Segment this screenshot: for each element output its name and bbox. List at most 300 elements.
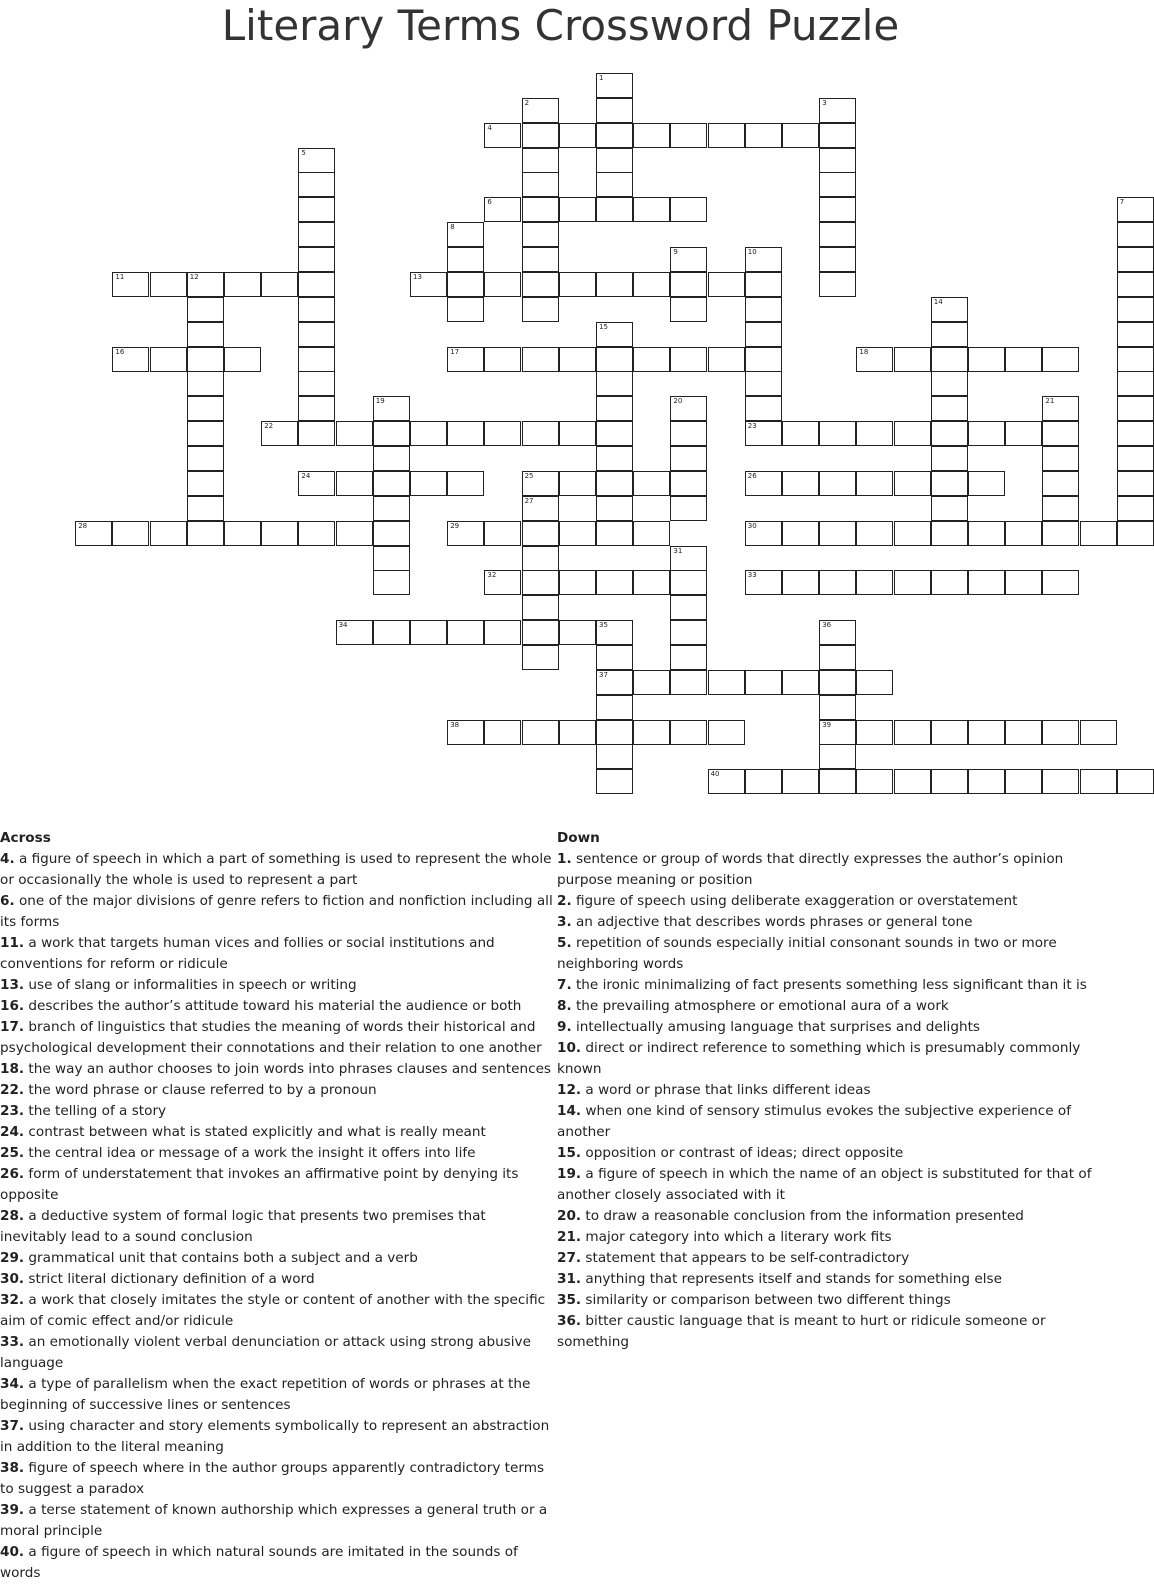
grid-cell[interactable] xyxy=(373,471,410,496)
grid-cell[interactable] xyxy=(633,471,670,496)
clue-number-label: 34. xyxy=(0,1376,25,1392)
grid-cell[interactable] xyxy=(522,620,559,645)
grid-cell[interactable] xyxy=(596,670,633,695)
grid-cell[interactable] xyxy=(522,496,559,521)
grid-cell[interactable] xyxy=(75,521,112,546)
grid-cell[interactable] xyxy=(670,446,707,471)
grid-cell[interactable] xyxy=(894,347,931,372)
grid-cell[interactable] xyxy=(298,347,335,372)
grid-cell[interactable] xyxy=(373,396,410,421)
grid-cell[interactable] xyxy=(1005,769,1042,794)
grid-cell[interactable] xyxy=(187,446,224,471)
grid-cell[interactable] xyxy=(1117,471,1154,496)
grid-cell[interactable] xyxy=(596,347,633,372)
grid-cell[interactable] xyxy=(187,347,224,372)
grid-cell[interactable] xyxy=(410,471,447,496)
grid-cell[interactable] xyxy=(856,720,893,745)
grid-cell[interactable] xyxy=(968,421,1005,446)
grid-cell[interactable] xyxy=(745,396,782,421)
grid-cell[interactable] xyxy=(1005,421,1042,446)
grid-cell[interactable] xyxy=(522,297,559,322)
grid-cell[interactable] xyxy=(298,396,335,421)
grid-cell[interactable] xyxy=(708,347,745,372)
grid-cell[interactable] xyxy=(150,347,187,372)
grid-cell[interactable] xyxy=(559,570,596,595)
grid-cell[interactable] xyxy=(522,222,559,247)
grid-cell[interactable] xyxy=(447,272,484,297)
grid-cell[interactable] xyxy=(1117,347,1154,372)
grid-cell[interactable] xyxy=(745,570,782,595)
grid-cell[interactable] xyxy=(670,720,707,745)
grid-cell[interactable] xyxy=(856,421,893,446)
grid-cell[interactable] xyxy=(484,521,521,546)
grid-cell[interactable] xyxy=(112,521,149,546)
grid-cell[interactable] xyxy=(931,446,968,471)
grid-cell[interactable] xyxy=(856,570,893,595)
grid-cell[interactable] xyxy=(819,720,856,745)
grid-cell[interactable] xyxy=(1005,347,1042,372)
clue-number-label: 5. xyxy=(557,935,572,951)
grid-cell[interactable] xyxy=(484,421,521,446)
grid-cell[interactable] xyxy=(1117,247,1154,272)
grid-cell[interactable] xyxy=(559,347,596,372)
grid-cell[interactable] xyxy=(931,421,968,446)
grid-cell[interactable] xyxy=(745,769,782,794)
grid-cell[interactable] xyxy=(596,570,633,595)
grid-cell[interactable] xyxy=(745,322,782,347)
grid-cell[interactable] xyxy=(484,197,521,222)
grid-cell[interactable] xyxy=(819,670,856,695)
grid-cell[interactable] xyxy=(856,471,893,496)
grid-cell[interactable] xyxy=(596,695,633,720)
clue-number-label: 12. xyxy=(557,1082,582,1098)
grid-cell[interactable] xyxy=(522,570,559,595)
grid-cell[interactable] xyxy=(298,371,335,396)
grid-cell[interactable] xyxy=(298,197,335,222)
grid-cell[interactable] xyxy=(596,197,633,222)
grid-cell[interactable] xyxy=(1117,396,1154,421)
grid-cell[interactable] xyxy=(819,247,856,272)
grid-cell[interactable] xyxy=(596,322,633,347)
grid-cell[interactable] xyxy=(931,496,968,521)
grid-cell[interactable] xyxy=(782,421,819,446)
across-clue xyxy=(0,1374,556,1416)
grid-cell[interactable] xyxy=(447,297,484,322)
grid-cell[interactable] xyxy=(819,421,856,446)
grid-cell[interactable] xyxy=(633,570,670,595)
across-clue xyxy=(0,1164,556,1206)
grid-cell[interactable] xyxy=(670,620,707,645)
grid-cell[interactable] xyxy=(931,371,968,396)
grid-cell[interactable] xyxy=(1042,471,1079,496)
grid-cell[interactable] xyxy=(1117,371,1154,396)
clue-text: opposition or contrast of ideas; direct opposite xyxy=(581,1145,904,1161)
grid-cell[interactable] xyxy=(298,297,335,322)
grid-cell[interactable] xyxy=(670,546,707,571)
grid-cell[interactable] xyxy=(224,347,261,372)
grid-cell[interactable] xyxy=(447,222,484,247)
grid-cell[interactable] xyxy=(931,471,968,496)
grid-cell[interactable] xyxy=(1117,421,1154,446)
grid-cell[interactable] xyxy=(670,670,707,695)
grid-cell[interactable] xyxy=(522,98,559,123)
grid-cell[interactable] xyxy=(931,322,968,347)
grid-cell[interactable] xyxy=(224,272,261,297)
down-clue xyxy=(557,1311,1121,1353)
grid-cell[interactable] xyxy=(410,620,447,645)
grid-cell[interactable] xyxy=(708,670,745,695)
grid-cell[interactable] xyxy=(298,471,335,496)
grid-cell[interactable] xyxy=(261,521,298,546)
across-clue xyxy=(0,1206,556,1248)
grid-cell[interactable] xyxy=(968,521,1005,546)
grid-cell[interactable] xyxy=(596,396,633,421)
grid-cell[interactable] xyxy=(447,347,484,372)
grid-cell[interactable] xyxy=(596,371,633,396)
grid-cell[interactable] xyxy=(298,521,335,546)
grid-cell[interactable] xyxy=(819,695,856,720)
clue-text: when one kind of sensory stimulus evokes the subjective experience of another xyxy=(557,1103,1072,1140)
grid-cell[interactable] xyxy=(112,347,149,372)
grid-cell[interactable] xyxy=(1042,496,1079,521)
grid-cell[interactable] xyxy=(336,421,373,446)
down-clue xyxy=(557,891,1121,912)
grid-cell[interactable] xyxy=(522,595,559,620)
grid-cell[interactable] xyxy=(1117,322,1154,347)
grid-cell[interactable] xyxy=(298,222,335,247)
grid-cell[interactable] xyxy=(298,421,335,446)
grid-cell[interactable] xyxy=(336,471,373,496)
grid-cell[interactable] xyxy=(1080,521,1117,546)
grid-cell[interactable] xyxy=(1080,720,1117,745)
grid-cell[interactable] xyxy=(298,322,335,347)
clue-text: use of slang or informalities in speech or writing xyxy=(24,977,357,993)
grid-cell[interactable] xyxy=(484,272,521,297)
grid-cell[interactable] xyxy=(298,247,335,272)
grid-cell[interactable] xyxy=(670,347,707,372)
grid-cell[interactable] xyxy=(596,73,633,98)
clue-text: form of understatement that invokes an affirmative point by denying its opposite xyxy=(0,1166,519,1203)
grid-cell[interactable] xyxy=(670,645,707,670)
grid-cell[interactable] xyxy=(522,123,559,148)
grid-cell[interactable] xyxy=(1005,720,1042,745)
grid-cell[interactable] xyxy=(633,272,670,297)
grid-cell[interactable] xyxy=(968,471,1005,496)
grid-cell[interactable] xyxy=(819,98,856,123)
grid-cell[interactable] xyxy=(745,123,782,148)
grid-cell[interactable] xyxy=(745,347,782,372)
grid-cell[interactable] xyxy=(819,645,856,670)
grid-cell[interactable] xyxy=(670,247,707,272)
grid-cell[interactable] xyxy=(187,421,224,446)
grid-cell[interactable] xyxy=(596,645,633,670)
grid-cell[interactable] xyxy=(596,744,633,769)
grid-cell[interactable] xyxy=(1042,347,1079,372)
grid-cell[interactable] xyxy=(670,570,707,595)
clue-number-label: 38. xyxy=(0,1460,25,1476)
grid-cell[interactable] xyxy=(782,471,819,496)
grid-cell[interactable] xyxy=(336,521,373,546)
grid-cell[interactable] xyxy=(298,172,335,197)
grid-cell[interactable] xyxy=(187,272,224,297)
grid-cell[interactable] xyxy=(931,297,968,322)
grid-cell[interactable] xyxy=(1080,769,1117,794)
grid-cell[interactable] xyxy=(1117,297,1154,322)
clue-number: 3 xyxy=(822,98,827,107)
grid-cell[interactable] xyxy=(224,521,261,546)
grid-cell[interactable] xyxy=(968,570,1005,595)
grid-cell[interactable] xyxy=(708,123,745,148)
grid-cell[interactable] xyxy=(856,521,893,546)
clue-number-label: 20. xyxy=(557,1208,582,1224)
clue-text: branch of linguistics that studies the meaning of words their historical and psychological development their connotations and their relation to one another xyxy=(0,1019,542,1056)
grid-cell[interactable] xyxy=(559,720,596,745)
clue-text: a terse statement of known authorship which expresses a general truth or a moral principle xyxy=(0,1502,548,1539)
clue-number: 24 xyxy=(301,471,311,480)
grid-cell[interactable] xyxy=(782,570,819,595)
grid-cell[interactable] xyxy=(819,272,856,297)
grid-cell[interactable] xyxy=(596,720,633,745)
grid-cell[interactable] xyxy=(670,297,707,322)
grid-cell[interactable] xyxy=(633,720,670,745)
grid-cell[interactable] xyxy=(522,645,559,670)
grid-cell[interactable] xyxy=(931,720,968,745)
grid-cell[interactable] xyxy=(150,272,187,297)
grid-cell[interactable] xyxy=(447,620,484,645)
grid-cell[interactable] xyxy=(745,421,782,446)
grid-cell[interactable] xyxy=(1042,396,1079,421)
grid-cell[interactable] xyxy=(633,197,670,222)
grid-cell[interactable] xyxy=(819,570,856,595)
grid-cell[interactable] xyxy=(559,521,596,546)
grid-cell[interactable] xyxy=(819,123,856,148)
grid-cell[interactable] xyxy=(373,421,410,446)
grid-cell[interactable] xyxy=(931,570,968,595)
grid-cell[interactable] xyxy=(447,421,484,446)
grid-cell[interactable] xyxy=(745,670,782,695)
grid-cell[interactable] xyxy=(410,421,447,446)
grid-cell[interactable] xyxy=(931,769,968,794)
clue-number: 23 xyxy=(747,422,757,431)
grid-cell[interactable] xyxy=(856,670,893,695)
clue-number: 12 xyxy=(189,272,199,281)
grid-cell[interactable] xyxy=(670,396,707,421)
grid-cell[interactable] xyxy=(633,123,670,148)
grid-cell[interactable] xyxy=(819,744,856,769)
grid-cell[interactable] xyxy=(782,670,819,695)
grid-cell[interactable] xyxy=(596,446,633,471)
grid-cell[interactable] xyxy=(522,521,559,546)
grid-cell[interactable] xyxy=(522,272,559,297)
grid-cell[interactable] xyxy=(522,148,559,173)
grid-cell[interactable] xyxy=(559,272,596,297)
grid-cell[interactable] xyxy=(187,471,224,496)
grid-cell[interactable] xyxy=(596,496,633,521)
grid-cell[interactable] xyxy=(1117,222,1154,247)
grid-cell[interactable] xyxy=(373,496,410,521)
grid-cell[interactable] xyxy=(894,521,931,546)
grid-cell[interactable] xyxy=(522,546,559,571)
clue-number: 11 xyxy=(115,272,125,281)
grid-cell[interactable] xyxy=(261,421,298,446)
grid-cell[interactable] xyxy=(373,570,410,595)
grid-cell[interactable] xyxy=(670,272,707,297)
grid-cell[interactable] xyxy=(150,521,187,546)
grid-cell[interactable] xyxy=(484,347,521,372)
grid-cell[interactable] xyxy=(782,769,819,794)
grid-cell[interactable] xyxy=(670,421,707,446)
grid-cell[interactable] xyxy=(1005,521,1042,546)
grid-cell[interactable] xyxy=(894,570,931,595)
grid-cell[interactable] xyxy=(1042,570,1079,595)
grid-cell[interactable] xyxy=(633,347,670,372)
clue-number-label: 27. xyxy=(557,1250,582,1266)
grid-cell[interactable] xyxy=(559,197,596,222)
grid-cell[interactable] xyxy=(596,769,633,794)
grid-cell[interactable] xyxy=(522,421,559,446)
grid-cell[interactable] xyxy=(931,521,968,546)
grid-cell[interactable] xyxy=(1117,521,1154,546)
grid-cell[interactable] xyxy=(894,421,931,446)
grid-cell[interactable] xyxy=(745,297,782,322)
grid-cell[interactable] xyxy=(559,421,596,446)
grid-cell[interactable] xyxy=(819,197,856,222)
grid-cell[interactable] xyxy=(373,546,410,571)
grid-cell[interactable] xyxy=(819,148,856,173)
grid-cell[interactable] xyxy=(187,297,224,322)
grid-cell[interactable] xyxy=(596,98,633,123)
grid-cell[interactable] xyxy=(596,272,633,297)
grid-cell[interactable] xyxy=(670,496,707,521)
grid-cell[interactable] xyxy=(708,272,745,297)
grid-cell[interactable] xyxy=(856,769,893,794)
grid-cell[interactable] xyxy=(559,123,596,148)
grid-cell[interactable] xyxy=(447,720,484,745)
grid-cell[interactable] xyxy=(745,272,782,297)
clue-text: a deductive system of formal logic that presents two premises that inevitably lead to a sound conclusion xyxy=(0,1208,486,1245)
grid-cell[interactable] xyxy=(187,496,224,521)
grid-cell[interactable] xyxy=(1042,446,1079,471)
grid-cell[interactable] xyxy=(708,769,745,794)
grid-cell[interactable] xyxy=(596,123,633,148)
grid-cell[interactable] xyxy=(187,371,224,396)
grid-cell[interactable] xyxy=(819,521,856,546)
grid-cell[interactable] xyxy=(968,720,1005,745)
grid-cell[interactable] xyxy=(782,123,819,148)
grid-cell[interactable] xyxy=(522,347,559,372)
clue-text: contrast between what is stated explicitly and what is really meant xyxy=(24,1124,486,1140)
clue-number: 18 xyxy=(859,347,869,356)
grid-cell[interactable] xyxy=(261,272,298,297)
grid-cell[interactable] xyxy=(1042,521,1079,546)
grid-cell[interactable] xyxy=(484,720,521,745)
grid-cell[interactable] xyxy=(112,272,149,297)
grid-cell[interactable] xyxy=(1117,446,1154,471)
grid-cell[interactable] xyxy=(819,222,856,247)
grid-cell[interactable] xyxy=(596,172,633,197)
grid-cell[interactable] xyxy=(484,620,521,645)
grid-cell[interactable] xyxy=(633,670,670,695)
grid-cell[interactable] xyxy=(596,521,633,546)
grid-cell[interactable] xyxy=(596,471,633,496)
grid-cell[interactable] xyxy=(1117,769,1154,794)
clue-text: using character and story elements symbolically to represent an abstraction in addition to the literal meaning xyxy=(0,1418,550,1455)
grid-cell[interactable] xyxy=(708,720,745,745)
down-clue xyxy=(557,1101,1121,1143)
grid-cell[interactable] xyxy=(484,123,521,148)
grid-cell[interactable] xyxy=(596,620,633,645)
clue-number-label: 19. xyxy=(557,1166,582,1182)
across-clue xyxy=(0,1143,556,1164)
grid-cell[interactable] xyxy=(596,421,633,446)
grid-cell[interactable] xyxy=(559,471,596,496)
grid-cell[interactable] xyxy=(1005,570,1042,595)
grid-cell[interactable] xyxy=(373,620,410,645)
grid-cell[interactable] xyxy=(1042,769,1079,794)
grid-cell[interactable] xyxy=(745,371,782,396)
grid-cell[interactable] xyxy=(298,148,335,173)
grid-cell[interactable] xyxy=(373,521,410,546)
grid-cell[interactable] xyxy=(447,471,484,496)
grid-cell[interactable] xyxy=(894,769,931,794)
grid-cell[interactable] xyxy=(931,347,968,372)
grid-cell[interactable] xyxy=(1042,421,1079,446)
grid-cell[interactable] xyxy=(745,247,782,272)
grid-cell[interactable] xyxy=(968,769,1005,794)
grid-cell[interactable] xyxy=(187,521,224,546)
grid-cell[interactable] xyxy=(1042,720,1079,745)
grid-cell[interactable] xyxy=(373,446,410,471)
grid-cell[interactable] xyxy=(298,272,335,297)
grid-cell[interactable] xyxy=(819,172,856,197)
grid-cell[interactable] xyxy=(1117,496,1154,521)
grid-cell[interactable] xyxy=(187,322,224,347)
grid-cell[interactable] xyxy=(670,197,707,222)
grid-cell[interactable] xyxy=(670,123,707,148)
grid-cell[interactable] xyxy=(522,172,559,197)
grid-cell[interactable] xyxy=(894,720,931,745)
grid-cell[interactable] xyxy=(819,769,856,794)
grid-cell[interactable] xyxy=(447,247,484,272)
grid-cell[interactable] xyxy=(856,347,893,372)
grid-cell[interactable] xyxy=(522,720,559,745)
grid-cell[interactable] xyxy=(670,471,707,496)
grid-cell[interactable] xyxy=(522,247,559,272)
grid-cell[interactable] xyxy=(522,471,559,496)
grid-cell[interactable] xyxy=(968,347,1005,372)
grid-cell[interactable] xyxy=(894,471,931,496)
grid-cell[interactable] xyxy=(819,620,856,645)
grid-cell[interactable] xyxy=(1117,272,1154,297)
grid-cell[interactable] xyxy=(745,521,782,546)
grid-cell[interactable] xyxy=(336,620,373,645)
grid-cell[interactable] xyxy=(187,396,224,421)
grid-cell[interactable] xyxy=(447,521,484,546)
grid-cell[interactable] xyxy=(522,197,559,222)
grid-cell[interactable] xyxy=(596,148,633,173)
grid-cell[interactable] xyxy=(410,272,447,297)
grid-cell[interactable] xyxy=(484,570,521,595)
grid-cell[interactable] xyxy=(819,471,856,496)
grid-cell[interactable] xyxy=(559,620,596,645)
down-clue xyxy=(557,1290,1121,1311)
grid-cell[interactable] xyxy=(1117,197,1154,222)
grid-cell[interactable] xyxy=(633,521,670,546)
grid-cell[interactable] xyxy=(745,471,782,496)
grid-cell[interactable] xyxy=(782,521,819,546)
grid-cell[interactable] xyxy=(670,595,707,620)
grid-cell[interactable] xyxy=(931,396,968,421)
